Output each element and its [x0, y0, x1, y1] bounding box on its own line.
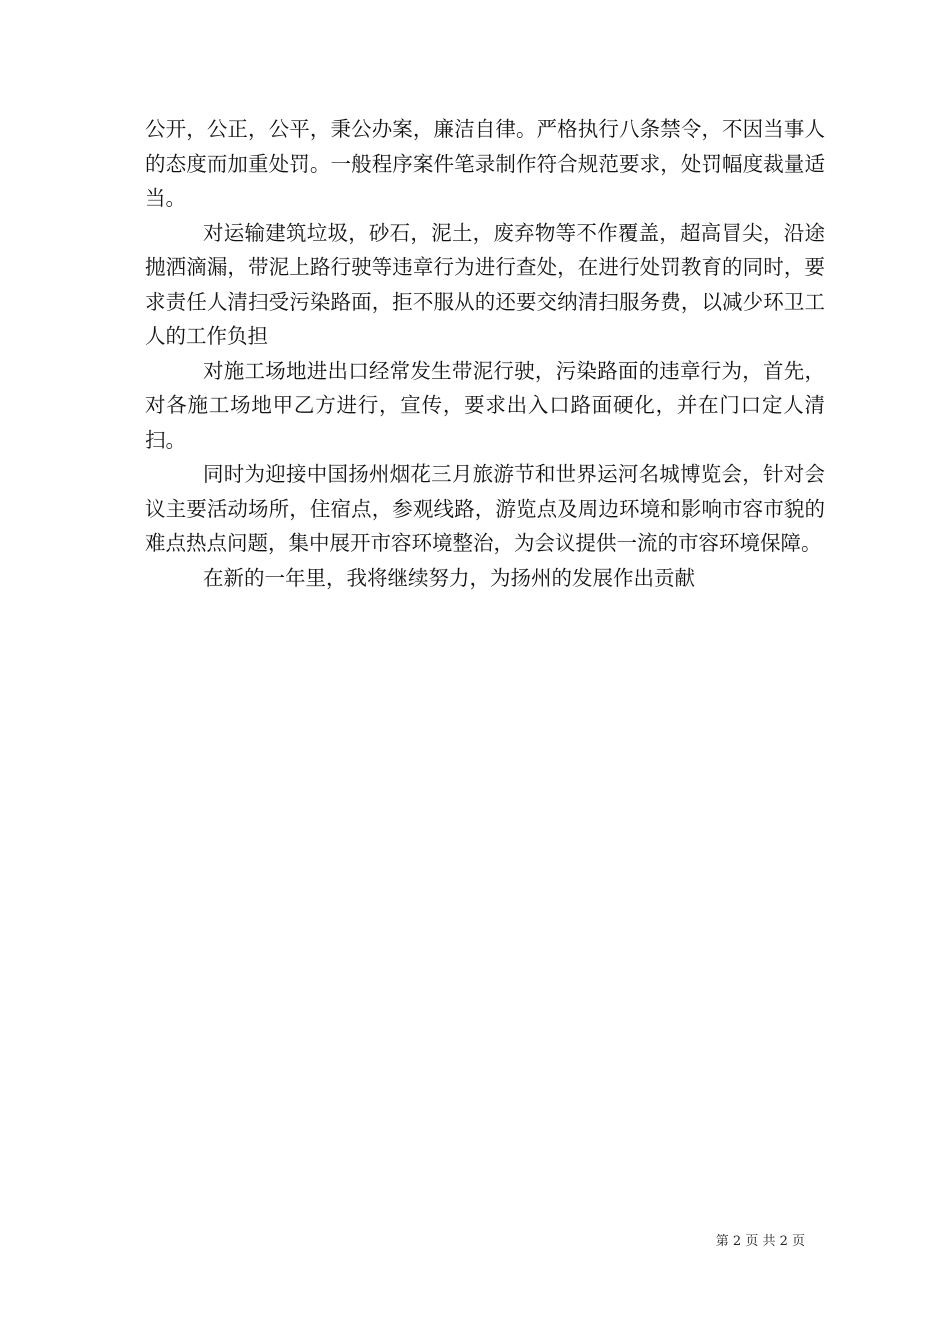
- paragraph-5: 在新的一年里，我将继续努力，为扬州的发展作出贡献: [203, 565, 695, 590]
- paragraph-1: 公开，公正，公平，秉公办案，廉洁自律。严格执行八条禁令，不因当事人的态度而加重处罚。一般程序案件笔录制作符合规范要求，处罚幅度裁量适当。: [145, 117, 825, 210]
- page-number: 第 2 页 共 2 页: [715, 1234, 805, 1249]
- paragraph-2: 对运输建筑垃圾，砂石，泥土，废弃物等不作覆盖，超高冒尖，沿途抛洒滴漏，带泥上路行驶等违章行为进行查处，在进行处罚教育的同时，要求责任人清扫受污染路面，拒不服从的还要交纳清扫服务费，以减少环卫工人的工作负担: [145, 220, 825, 348]
- document-body: [145, 112, 825, 595]
- paragraph-3: 对施工场地进出口经常发生带泥行驶，污染路面的违章行为，首先，对各施工场地甲乙方进行，宣传，要求出入口路面硬化，并在门口定人清扫。: [145, 358, 825, 452]
- paragraph-4: 同时为迎接中国扬州烟花三月旅游节和世界运河名城博览会，针对会议主要活动场所，住宿点，参观线路，游览点及周边环境和影响市容市貌的难点热点问题，集中展开市容环境整治，为会议提供一流的市容环境保障。: [145, 462, 825, 555]
